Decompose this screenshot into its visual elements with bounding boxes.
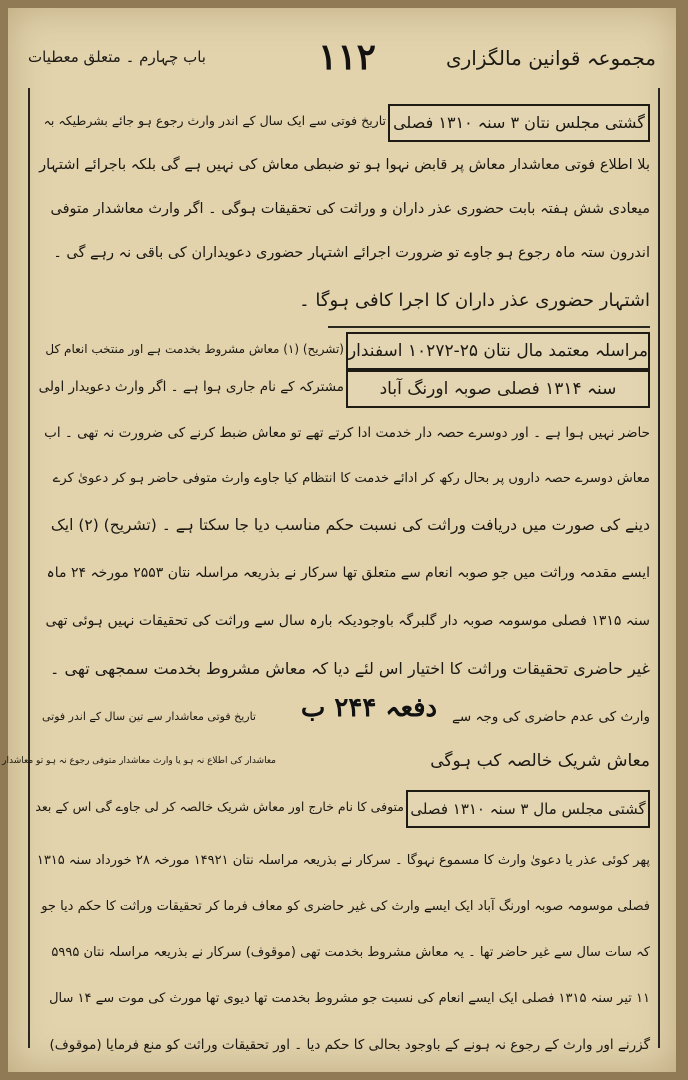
text-line: غیر حاضری تحقیقات وراثت کا اختیار اس لئے دیا کہ معاش مشروط بخدمت سمجھی تھی ۔ — [50, 659, 650, 678]
text-line: پھر کوئی عذر یا دعویٰ وارث کا مسموع نہوگا ۔ سرکار نے بذریعہ مراسلہ نتان ۱۴۹۲۱ مورخہ ۲۸ خورداد سنہ ۱۳۱۵ — [36, 853, 650, 868]
text-line: ۱۱ تیر سنہ ۱۳۱۵ فصلی ایک ایسے انعام کی نسبت جو مشروط بخدمت تھا دیوی تھا مورث کی موت سے ۱۴ سال — [49, 991, 650, 1006]
reference-box-circular: گشتی مجلس نتان ۳ سنہ ۱۳۱۰ فصلی — [388, 104, 650, 142]
text-line: (تشریح) (۱) معاش مشروط بخدمت ہے اور منتخب انعام کل — [45, 342, 344, 356]
text-line: فصلی موسومہ صوبہ اورنگ آباد ایک ایسے وارث کی غیر حاضری کو معاف فرما کر تحقیقات وراثت کا حکم دیا جو — [41, 899, 650, 914]
text-line: کہ سات سال سے غیر حاضر تھا ۔ یہ معاش مشروط بخدمت تھی (موقوف) سرکار نے بذریعہ مراسلہ نتان ۵۹۹۵ — [51, 945, 650, 960]
chapter-subtitle: باب چہارم ۔ متعلق معطیات — [28, 48, 206, 66]
book-title: مجموعہ قوانین مالگزاری — [445, 46, 656, 70]
text-line: معاشدار کی اطلاع نہ ہو یا وارث معاشدار متوفی رجوع نہ ہو تو معاشدار — [2, 756, 276, 766]
text-line: دینے کی صورت میں دریافت وراثت کی نسبت حکم مناسب دیا جا سکتا ہے ۔ (تشریح) (۲) ایک — [50, 516, 650, 534]
text-line: تاریخ فوتی معاشدار سے تین سال کے اندر فوتی — [42, 710, 256, 723]
text-line: تاریخ فوتی سے ایک سال کے اندر وارث رجوع ہو جائے بشرطیکہ بہ — [43, 113, 386, 128]
text-line: مشترکہ کے نام جاری ہوا ہے ۔ اگر وارث دعویدار اولی — [38, 379, 344, 395]
text-line: گزرنے اور وارث کے رجوع نہ ہونے کے باوجود بحالی کا حکم دیا ۔ اور تحقیقات وراثت کو منع فرمایا (موقوف) — [49, 1037, 650, 1053]
text-line: اشتہار حضوری عذر داران کا اجرا کافی ہوگا ۔ — [299, 290, 650, 311]
reference-box-letter: مراسلہ معتمد مال نتان ۲۵-۱۰۲۷۲ اسفندار — [346, 332, 650, 370]
side-heading: وارث کی عدم حاضری کی وجہ سے — [451, 709, 650, 725]
text-line: سنہ ۱۳۱۵ فصلی موسومہ صوبہ دار گلبرگہ باوجودیکہ بارہ سال سے وراثت کی تحقیقات نہیں ہوئی تھی — [45, 613, 650, 629]
document-page — [2, 8, 676, 1072]
reference-box-circular-2: گشتی مجلس مال ۳ سنہ ۱۳۱۰ فصلی — [406, 790, 650, 828]
text-line: اندرون ستہ ماہ رجوع ہو جاوے تو ضرورت اجرائے اشتہار حضوری دعویداران کی باقی نہ رہے گی ۔ — [53, 245, 650, 261]
side-heading: معاش شریک خالصہ کب ہوگی — [430, 751, 650, 771]
text-line: ایسے مقدمہ وراثت میں جو صوبہ انعام سے متعلق تھا سرکار نے بذریعہ مراسلہ نتان ۲۵۵۳ مورخہ ۲۴ ماہ — [46, 565, 650, 581]
divider-rule — [328, 326, 650, 328]
reference-box-letter-cont: سنہ ۱۳۱۴ فصلی صوبہ اورنگ آباد — [346, 370, 650, 408]
page-number: ۱۱۲ — [318, 36, 377, 78]
text-line: حاضر نہیں ہوا ہے ۔ اور دوسرے حصہ دار خدمت ادا کرتے تھے تو معاش ضبط کرنے کی ضرورت نہ تھی ۔ اب — [44, 425, 650, 441]
text-line: معاش دوسرے حصہ داروں پر بحال رکھ کر ادائے خدمت کا انتظام کیا جاوے وارث متوفی حاضر ہو کر دعویٰ کرے — [52, 471, 650, 486]
text-line: میعادی شش ہفتہ بابت حضوری عذر داران و وراثت کی تحقیقات ہوگی ۔ اگر وارث معاشدار متوفی — [50, 201, 650, 217]
section-number: دفعہ ۲۴۴ ب — [300, 693, 438, 723]
text-line: بلا اطلاع فوتی معاشدار معاش پر قابض نہوا ہو تو ضبطی معاش کی نہیں ہے گی بلکہ باجرائے اشتہار — [39, 157, 650, 173]
page-header — [28, 36, 656, 82]
text-line: متوفی کا نام خارج اور معاش شریک خالصہ کر لی جاوے گی اس کے بعد — [35, 799, 404, 814]
